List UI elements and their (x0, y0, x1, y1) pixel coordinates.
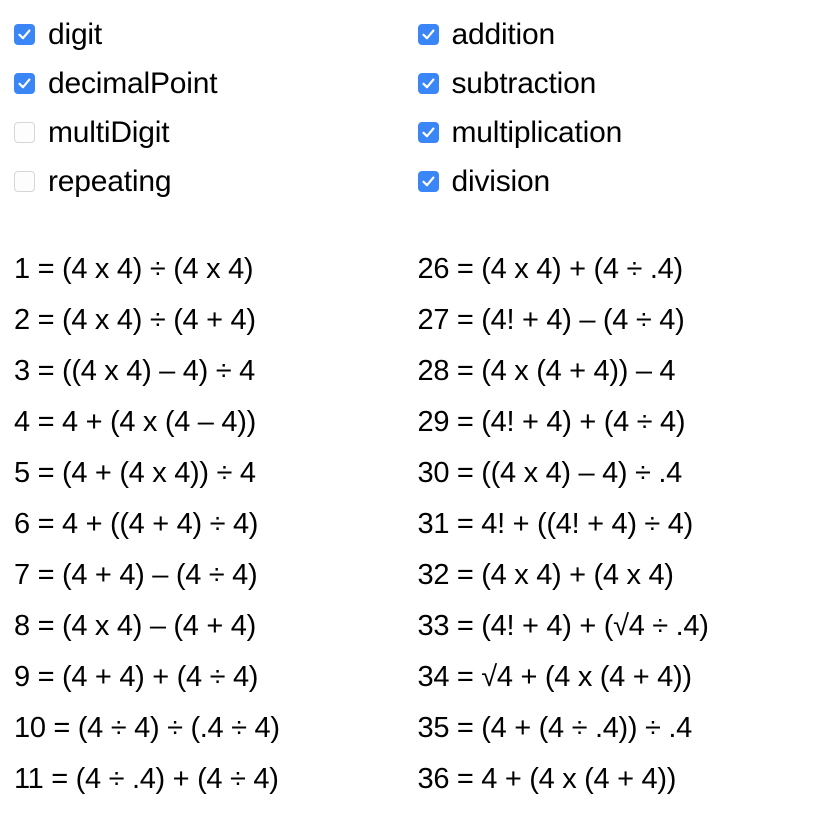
checkbox-checked-icon[interactable] (418, 122, 439, 143)
options-section (14, 10, 821, 206)
equation-row: 9 = (4 + 4) + (4 ÷ 4) (14, 661, 259, 693)
equation-row: 26 = (4 x 4) + (4 ÷ .4) (417, 253, 683, 285)
checkbox-unchecked-icon[interactable] (14, 122, 35, 143)
option-division[interactable] (418, 157, 822, 206)
option-subtraction[interactable] (418, 59, 822, 108)
option-label: decimalPoint (48, 66, 218, 100)
option-label: division (451, 164, 550, 198)
equation-row: 34 = √4 + (4 x (4 + 4)) (417, 661, 692, 693)
equation-row: 32 = (4 x 4) + (4 x 4) (417, 559, 674, 591)
equation-row: 28 = (4 x (4 + 4)) – 4 (417, 355, 676, 387)
checkbox-checked-icon[interactable] (418, 73, 439, 94)
checkbox-checked-icon[interactable] (418, 24, 439, 45)
option-multi-digit[interactable] (14, 108, 418, 157)
equation-row: 2 = (4 x 4) ÷ (4 + 4) (14, 304, 256, 336)
equation-row: 4 = 4 + (4 x (4 – 4)) (14, 406, 256, 438)
options-column-right (418, 10, 822, 206)
option-multiplication[interactable] (418, 108, 822, 157)
option-repeating[interactable] (14, 157, 418, 206)
equation-row: 7 = (4 + 4) – (4 ÷ 4) (14, 559, 258, 591)
equation-row: 30 = ((4 x 4) – 4) ÷ .4 (417, 457, 682, 489)
option-label: multiplication (451, 115, 623, 149)
equation-row: 29 = (4! + 4) + (4 ÷ 4) (417, 406, 686, 438)
equation-row: 6 = 4 + ((4 + 4) ÷ 4) (14, 508, 259, 540)
equation-row: 35 = (4 + (4 ÷ .4)) ÷ .4 (417, 712, 692, 744)
option-decimal-point[interactable] (14, 59, 418, 108)
option-label: subtraction (451, 66, 597, 100)
checkbox-checked-icon[interactable] (14, 73, 35, 94)
equation-row: 36 = 4 + (4 x (4 + 4)) (417, 763, 677, 795)
equation-row: 11 = (4 ÷ .4) + (4 ÷ 4) (14, 763, 279, 795)
equation-row: 8 = (4 x 4) – (4 + 4) (14, 610, 256, 642)
equation-row: 3 = ((4 x 4) – 4) ÷ 4 (14, 355, 255, 387)
equation-row: 5 = (4 + (4 x 4)) ÷ 4 (14, 457, 256, 489)
equations-column-left (14, 244, 418, 805)
equations-section (14, 244, 821, 805)
equation-row: 1 = (4 x 4) ÷ (4 x 4) (14, 253, 254, 285)
equation-row: 27 = (4! + 4) – (4 ÷ 4) (417, 304, 685, 336)
checkbox-checked-icon[interactable] (418, 171, 439, 192)
option-addition[interactable] (418, 10, 822, 59)
option-label: digit (48, 17, 103, 51)
option-label: multiDigit (48, 115, 170, 149)
option-label: repeating (48, 164, 172, 198)
option-digit[interactable] (14, 10, 418, 59)
option-label: addition (451, 17, 555, 51)
equation-row: 10 = (4 ÷ 4) ÷ (.4 ÷ 4) (14, 712, 280, 744)
checkbox-checked-icon[interactable] (14, 24, 35, 45)
equation-row: 33 = (4! + 4) + (√4 ÷ .4) (417, 610, 709, 642)
equation-row: 31 = 4! + ((4! + 4) ÷ 4) (417, 508, 693, 540)
equations-column-right (418, 244, 822, 805)
options-column-left (14, 10, 418, 206)
checkbox-unchecked-icon[interactable] (14, 171, 35, 192)
